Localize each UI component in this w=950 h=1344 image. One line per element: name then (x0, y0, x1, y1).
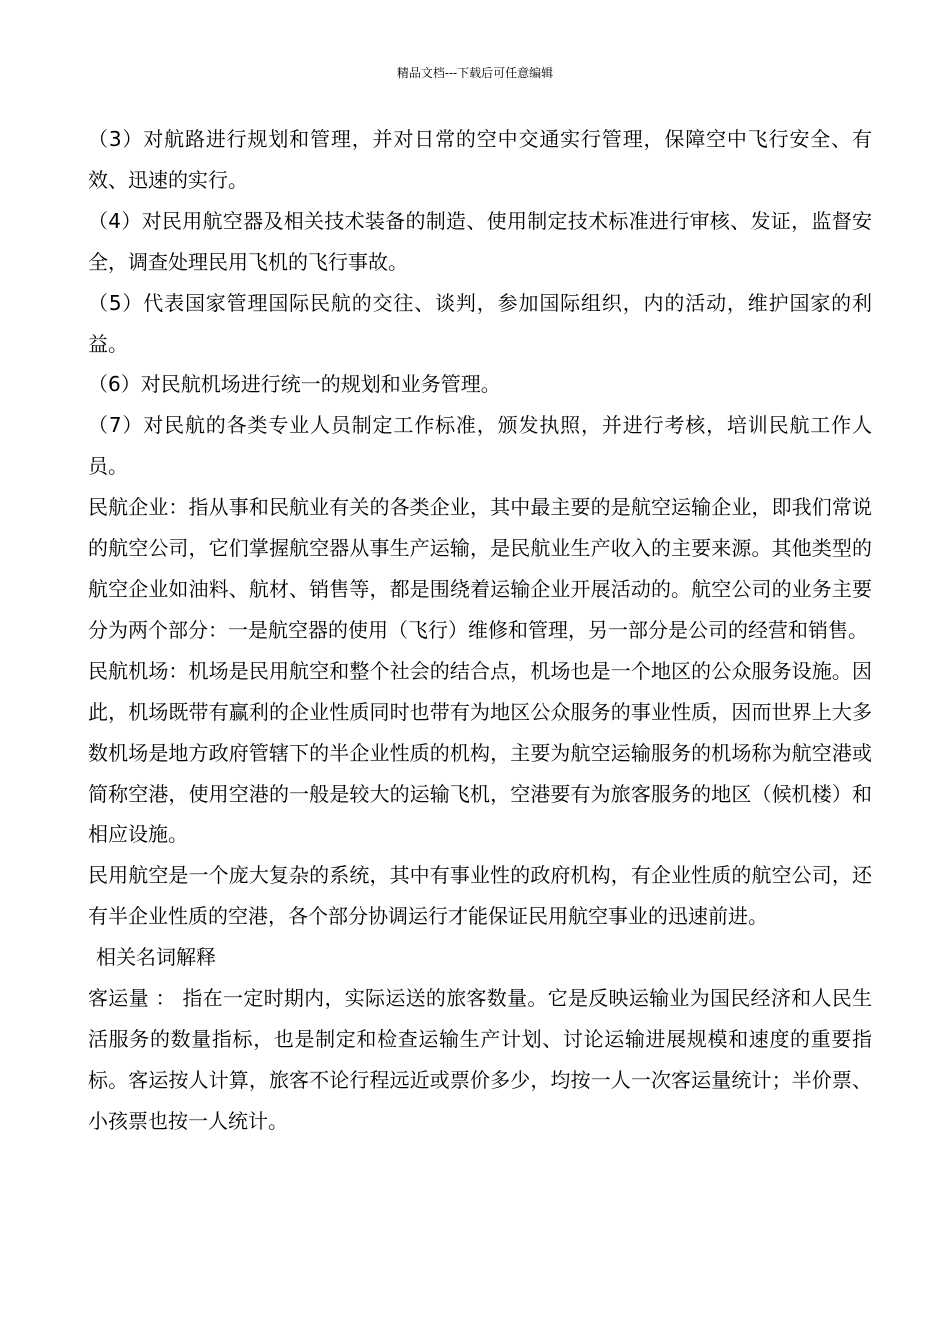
paragraph-civil-aviation-enterprise: 民航企业：指从事和民航业有关的各类企业，其中最主要的是航空运输企业，即我们常说的航空公司，它们掌握航空器从事生产运输，是民航业生产收入的主要来源。其他类型的航空企业如油料、航材、销售等，都是围绕着运输企业开展活动的。航空公司的业务主要分为两个部分：一是航空器的使用（飞行）维修和管理，另一部分是公司的经营和销售。 (88, 495, 872, 642)
document-body (88, 119, 872, 1142)
page-header: 精品文档---下载后可任意编辑 (396, 66, 554, 80)
paragraph-passenger-volume-definition: 客运量 ： 指在一定时期内，实际运送的旅客数量。它是反映运输业为国民经济和人民生活服务的数量指标，也是制定和检查运输生产计划、讨论运输进展规模和速度的重要指标。客运按人计算，旅客不论行程远近或票价多少，均按一人一次客运量统计；半价票、小孩票也按一人统计。 (88, 986, 872, 1133)
paragraph-civil-aviation-system: 民用航空是一个庞大复杂的系统，其中有事业性的政府机构，有企业性质的航空公司，还有半企业性质的空港，各个部分协调运行才能保证民用航空事业的迅速前进。 (88, 863, 872, 929)
paragraph-item-4: （4）对民用航空器及相关技术装备的制造、使用制定技术标准进行审核、发证，监督安全，调查处理民用飞机的飞行事故。 (88, 208, 872, 274)
paragraph-item-7: （7）对民航的各类专业人员制定工作标准，颁发执照，并进行考核，培训民航工作人员。 (88, 413, 872, 479)
paragraph-item-6: （6）对民航机场进行统一的规划和业务管理。 (88, 372, 501, 397)
section-heading: 相关名词解释 (96, 945, 216, 970)
paragraph-civil-aviation-airport: 民航机场：机场是民用航空和整个社会的结合点，机场也是一个地区的公众服务设施。因此，机场既带有赢利的企业性质同时也带有为地区公众服务的事业性质，因而世界上大多数机场是地方政府管辖下的半企业性质的机构，主要为航空运输服务的机场称为航空港或简称空港，使用空港的一般是较大的运输飞机，空港要有为旅客服务的地区（候机楼）和相应设施。 (88, 658, 872, 847)
paragraph-item-3: （3）对航路进行规划和管理，并对日常的空中交通实行管理，保障空中飞行安全、有效、迅速的实行。 (88, 127, 872, 192)
paragraph-item-5: （5）代表国家管理国际民航的交往、谈判，参加国际组织，内的活动，维护国家的利益。 (88, 290, 872, 356)
